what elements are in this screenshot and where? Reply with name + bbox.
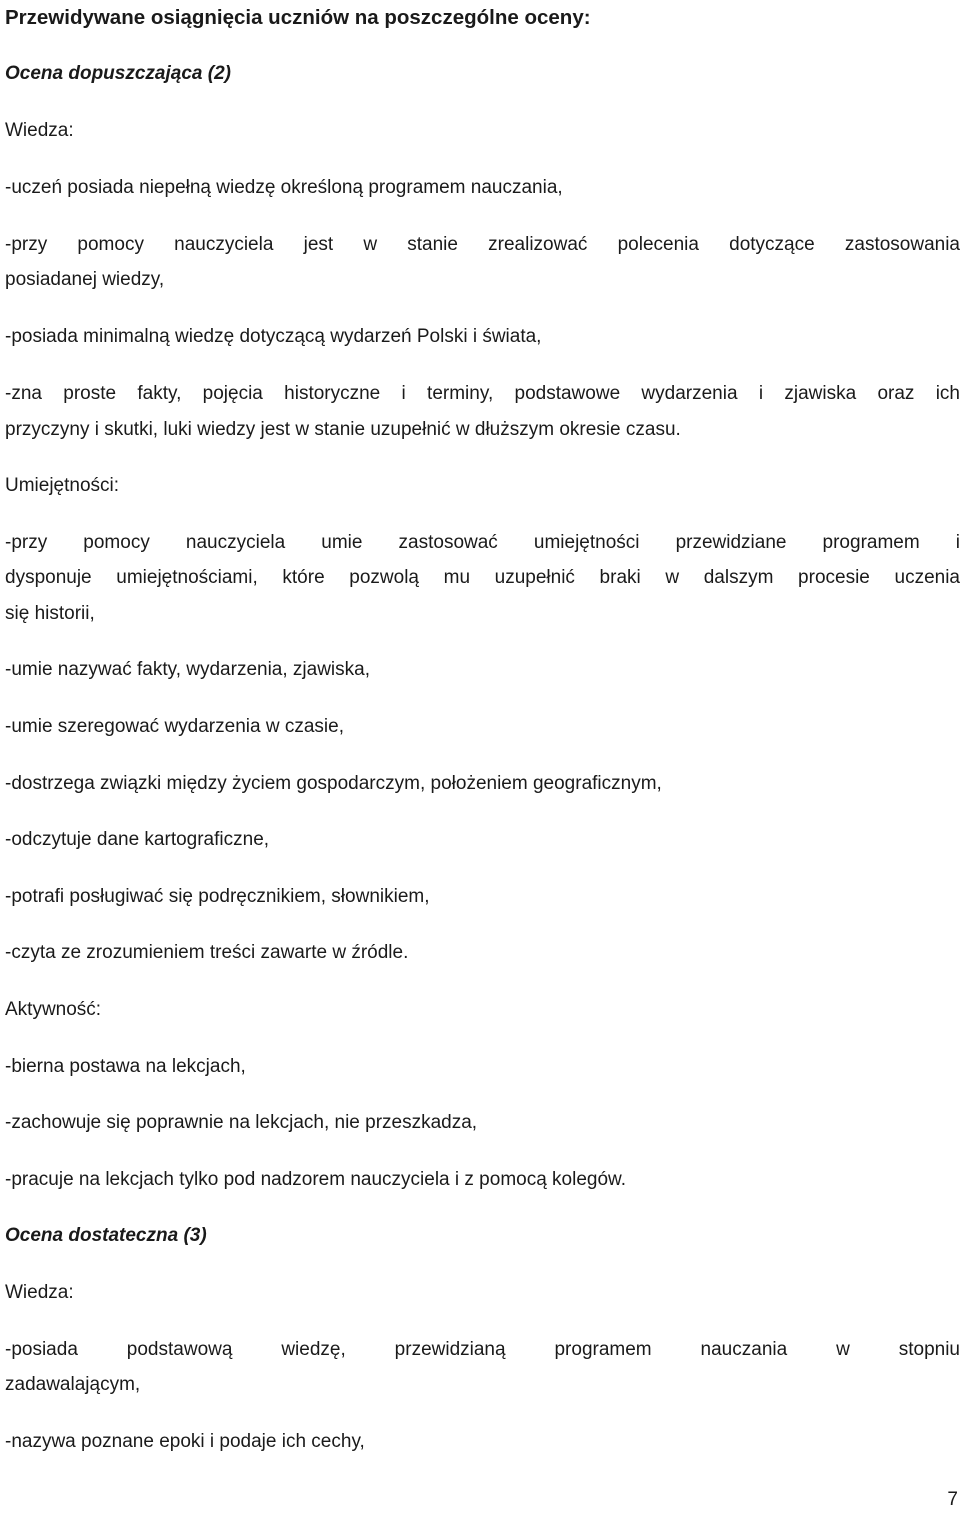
list-item-continuation: dysponuje umiejętnościami, które pozwolą mu uzupełnić braki w dalszym procesie uczenia (5, 567, 960, 588)
list-item: -zna proste fakty, pojęcia historyczne i terminy, podstawowe wydarzenia i zjawiska oraz ich (5, 383, 960, 404)
grade-2-umiejetnosci-label: Umiejętności: (5, 475, 120, 496)
grade-2-wiedza-label: Wiedza: (5, 120, 74, 141)
list-item: -potrafi posługiwać się podręcznikiem, słownikiem, (5, 886, 430, 907)
list-item-continuation: posiadanej wiedzy, (5, 269, 165, 290)
grade-3-title: Ocena dostateczna (3) (5, 1225, 207, 1246)
list-item-continuation: przyczyny i skutki, luki wiedzy jest w stanie uzupełnić w dłuższym okresie czasu. (5, 419, 681, 440)
list-item: -bierna postawa na lekcjach, (5, 1056, 246, 1077)
list-item: -nazywa poznane epoki i podaje ich cechy, (5, 1431, 365, 1452)
list-item: -zachowuje się poprawnie na lekcjach, nie przeszkadza, (5, 1112, 478, 1133)
list-item: -uczeń posiada niepełną wiedzę określoną programem nauczania, (5, 177, 563, 198)
list-item-continuation: zadawalającym, (5, 1374, 141, 1395)
list-item: -czyta ze zrozumieniem treści zawarte w źródle. (5, 942, 409, 963)
list-item: -posiada podstawową wiedzę, przewidzianą programem nauczania w stopniu (5, 1339, 960, 1360)
list-item: -pracuje na lekcjach tylko pod nadzorem nauczyciela i z pomocą kolegów. (5, 1169, 626, 1190)
list-item: -umie szeregować wydarzenia w czasie, (5, 716, 344, 737)
grade-3-wiedza-label: Wiedza: (5, 1282, 74, 1303)
list-item-continuation: się historii, (5, 603, 95, 624)
list-item: -posiada minimalną wiedzę dotyczącą wydarzeń Polski i świata, (5, 326, 542, 347)
list-item: -przy pomocy nauczyciela jest w stanie zrealizować polecenia dotyczące zastosowania (5, 234, 960, 255)
list-item: -przy pomocy nauczyciela umie zastosować umiejętności przewidziane programem i (5, 532, 960, 553)
list-item: -odczytuje dane kartograficzne, (5, 829, 270, 850)
grade-2-title: Ocena dopuszczająca (2) (5, 63, 231, 84)
page-heading: Przewidywane osiągnięcia uczniów na poszczególne oceny: (5, 6, 591, 29)
grade-2-aktywnosc-label: Aktywność: (5, 999, 102, 1020)
list-item: -umie nazywać fakty, wydarzenia, zjawiska, (5, 659, 370, 680)
page-number: 7 (947, 1489, 958, 1510)
list-item: -dostrzega związki między życiem gospodarczym, położeniem geograficznym, (5, 773, 662, 794)
